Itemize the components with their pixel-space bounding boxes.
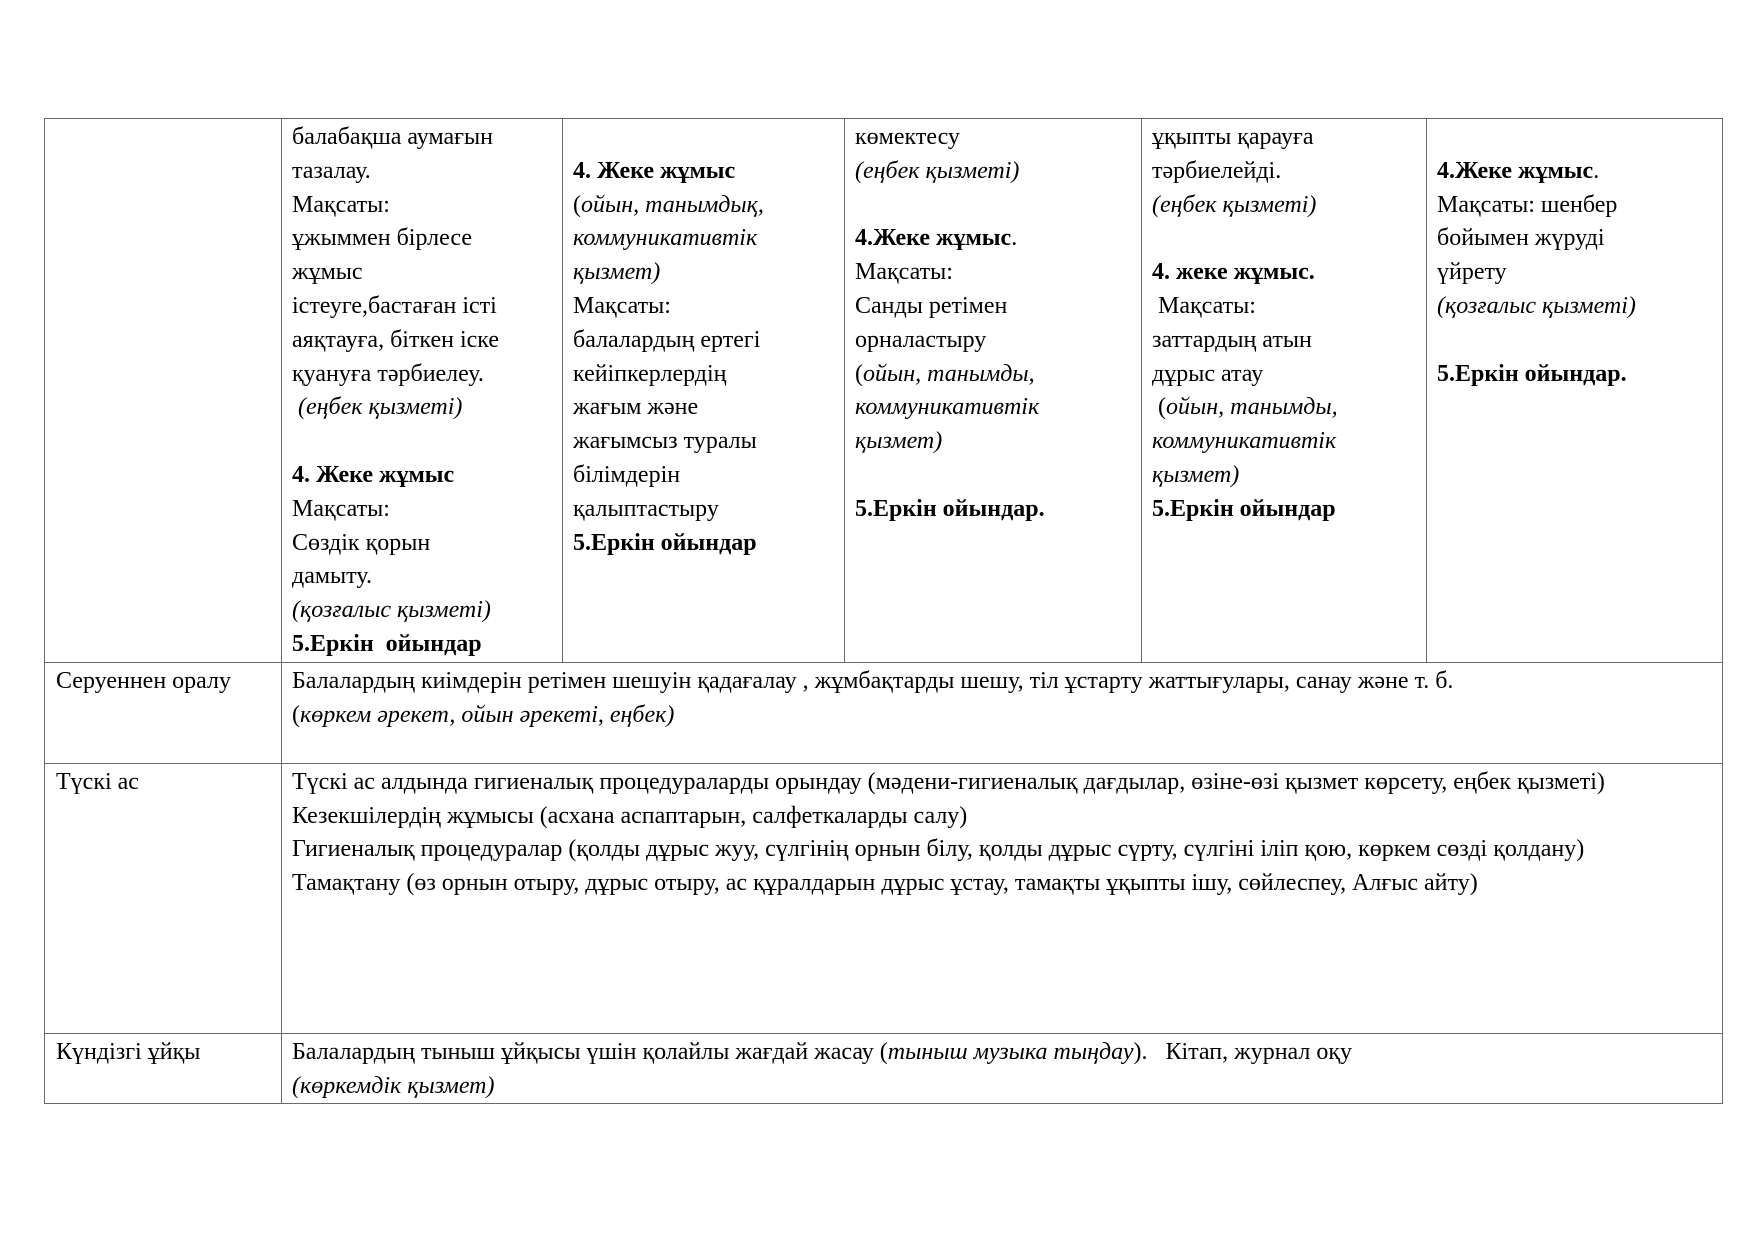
text-line: Мақсаты: [855, 259, 953, 286]
activity-note: коммуникативтік [573, 225, 758, 252]
text-line: ұжыммен бірлесе [292, 225, 472, 252]
activity-note: көркем әрекет, ойын әрекеті, еңбек) [300, 701, 675, 728]
section-heading: 5.Еркін ойындар [1152, 495, 1336, 522]
text-segment-italic: тыныш музыка тыңдау [887, 1038, 1134, 1065]
activity-note: (көркемдік қызмет) [292, 1072, 495, 1099]
text-line: Балалардың киімдерін ретімен шешуін қадағалау , жұмбақтарды шешу, тіл ұстарту жаттығулары, санау және т. б. [292, 667, 1454, 694]
text-line: кейіпкерлердің [573, 360, 727, 387]
section-heading: 5.Еркін ойындар. [855, 495, 1045, 522]
section-heading: 4. Жеке жұмыс [292, 461, 455, 488]
table-cell-nap [282, 1033, 1723, 1104]
activity-note: (еңбек қызметі) [1152, 191, 1317, 218]
text-line: дұрыс атау [1152, 360, 1264, 387]
activity-note: ойын, танымды, [863, 360, 1035, 387]
activity-note: (еңбек қызметі) [298, 394, 463, 421]
text-line: білімдерін [573, 461, 681, 488]
text-line: Мақсаты: [292, 191, 390, 218]
table-row [45, 763, 1723, 1033]
table-row [45, 119, 1723, 663]
activity-note: қызмет) [573, 259, 661, 286]
schedule-table [44, 118, 1723, 1104]
table-row [45, 1033, 1723, 1104]
text-line: балалардың ертегі [573, 326, 761, 353]
text-segment: Балалардың тыныш ұйқысы үшін қолайлы жағдай жасау ( [292, 1038, 888, 1065]
section-heading: 4.Жеке жұмыс [855, 225, 1012, 252]
section-heading: 5.Еркін ойындар. [1437, 360, 1627, 387]
table-cell-lunch [282, 763, 1723, 1033]
text-line: Тамақтану (өз орнын отыру, дұрыс отыру, ас құралдарын дұрыс ұстау, тамақты ұқыпты ішу, сөйлеспеу, Алғыс айту) [292, 870, 1478, 897]
text-line: жағымсыз туралы [573, 428, 757, 455]
table-row [45, 662, 1723, 763]
activity-note: қызмет) [1152, 461, 1240, 488]
text-line: Гигиеналық процедуралар (қолды дұрыс жуу, сүлгінің орнын білу, қолды дұрыс сүрту, сүлгіні іліп қою, көркем сөзді қолдану) [292, 836, 1585, 863]
text-line: көмектесу [855, 124, 960, 150]
activity-note: коммуникативтік [1152, 428, 1337, 455]
row-label: Түскі ас [45, 763, 282, 1033]
text-line: үйрету [1437, 259, 1507, 286]
text-line: балабақша аумағын [292, 124, 493, 150]
text-line: тазалау. [292, 157, 371, 184]
text-line: Мақсаты: [1158, 292, 1256, 319]
table-cell-plan-col2 [282, 119, 563, 663]
row-label: Серуеннен оралу [45, 662, 282, 763]
text-line: қуануға тәрбиелеу. [292, 360, 484, 387]
text-line: жұмыс [292, 259, 363, 286]
section-heading: 5.Еркін ойындар [573, 529, 757, 556]
table-cell-plan-col5: ұқыпты қарауға тәрбиелейді. (еңбек қызметі) 4. жеке жұмыс. Мақсаты: заттардың атын дұрыс атау (ойын, танымды, коммуникативтік қызмет) 5.Еркін ойындар [1142, 119, 1427, 663]
activity-note: ойын, танымдық, [581, 191, 764, 218]
text-line: Кезекшілердің жұмысы (асхана аспаптарын, салфеткаларды салу) [292, 802, 968, 829]
text-line: тәрбиелейді. [1152, 157, 1282, 184]
activity-note: (еңбек қызметі) [855, 157, 1020, 184]
section-heading: 4. Жеке жұмыс [573, 157, 736, 184]
section-heading: 5.Еркін ойындар [292, 630, 482, 657]
text-line: қалыптастыру [573, 495, 719, 522]
text-line: заттардың атын [1152, 326, 1312, 353]
text-line: Санды ретімен [855, 292, 1008, 319]
text-line: дамыту. [292, 563, 372, 590]
table-cell-empty [45, 119, 282, 663]
text-line: бойымен жүруді [1437, 225, 1605, 252]
table-cell-plan-col6: 4.Жеке жұмыс. Мақсаты: шенбер бойымен жүруді үйрету (қозғалыс қызметі) 5.Еркін ойындар. [1427, 119, 1723, 663]
section-heading: 4.Жеке жұмыс [1437, 157, 1594, 184]
text-line: Түскі ас алдында гигиеналық процедураларды орындау (мәдени-гигиеналық дағдылар, өзіне-өзі қызмет көрсету, еңбек қызметі) [292, 768, 1605, 795]
table-cell-plan-col3: 4. Жеке жұмыс (ойын, танымдық, коммуникативтік қызмет) Мақсаты: балалардың ертегі кейіпкерлердің жағым және жағымсыз туралы білімдерін қалыптастыру 5.Еркін ойындар [563, 119, 845, 663]
table-cell-plan-col4: көмектесу (еңбек қызметі) 4.Жеке жұмыс. Мақсаты: Санды ретімен орналастыру (ойын, танымды, коммуникативтік қызмет) 5.Еркін ойындар. [845, 119, 1142, 663]
table-cell-return-walk: Балалардың киімдерін ретімен шешуін қадағалау , жұмбақтарды шешу, тіл ұстарту жаттығулары, санау және т. б. (көркем әрекет, ойын әрекеті, еңбек) [282, 662, 1723, 763]
text-line: орналастыру [855, 326, 987, 353]
text-line: істеуге,бастаған істі [292, 292, 497, 319]
text-line: Мақсаты: [292, 495, 390, 522]
row-label: Күндізгі ұйқы [45, 1033, 282, 1104]
section-heading: 4. жеке жұмыс. [1152, 259, 1315, 286]
text-line: Сөздік қорын [292, 529, 431, 556]
activity-note: ойын, танымды, [1166, 394, 1338, 421]
text-line: Мақсаты: шенбер [1437, 191, 1618, 218]
activity-note: (қозғалыс қызметі) [1437, 292, 1636, 319]
text-segment: ). Кітап, журнал оқу [1133, 1038, 1353, 1065]
activity-note: (қозғалыс қызметі) [292, 597, 491, 624]
text-line: жағым және [573, 394, 699, 421]
activity-note: қызмет) [855, 428, 943, 455]
text-line: аяқтауға, біткен іске [292, 326, 500, 353]
text-line: ұқыпты қарауға [1152, 124, 1314, 150]
text-line: Мақсаты: [573, 292, 671, 319]
activity-note: коммуникативтік [855, 394, 1040, 421]
